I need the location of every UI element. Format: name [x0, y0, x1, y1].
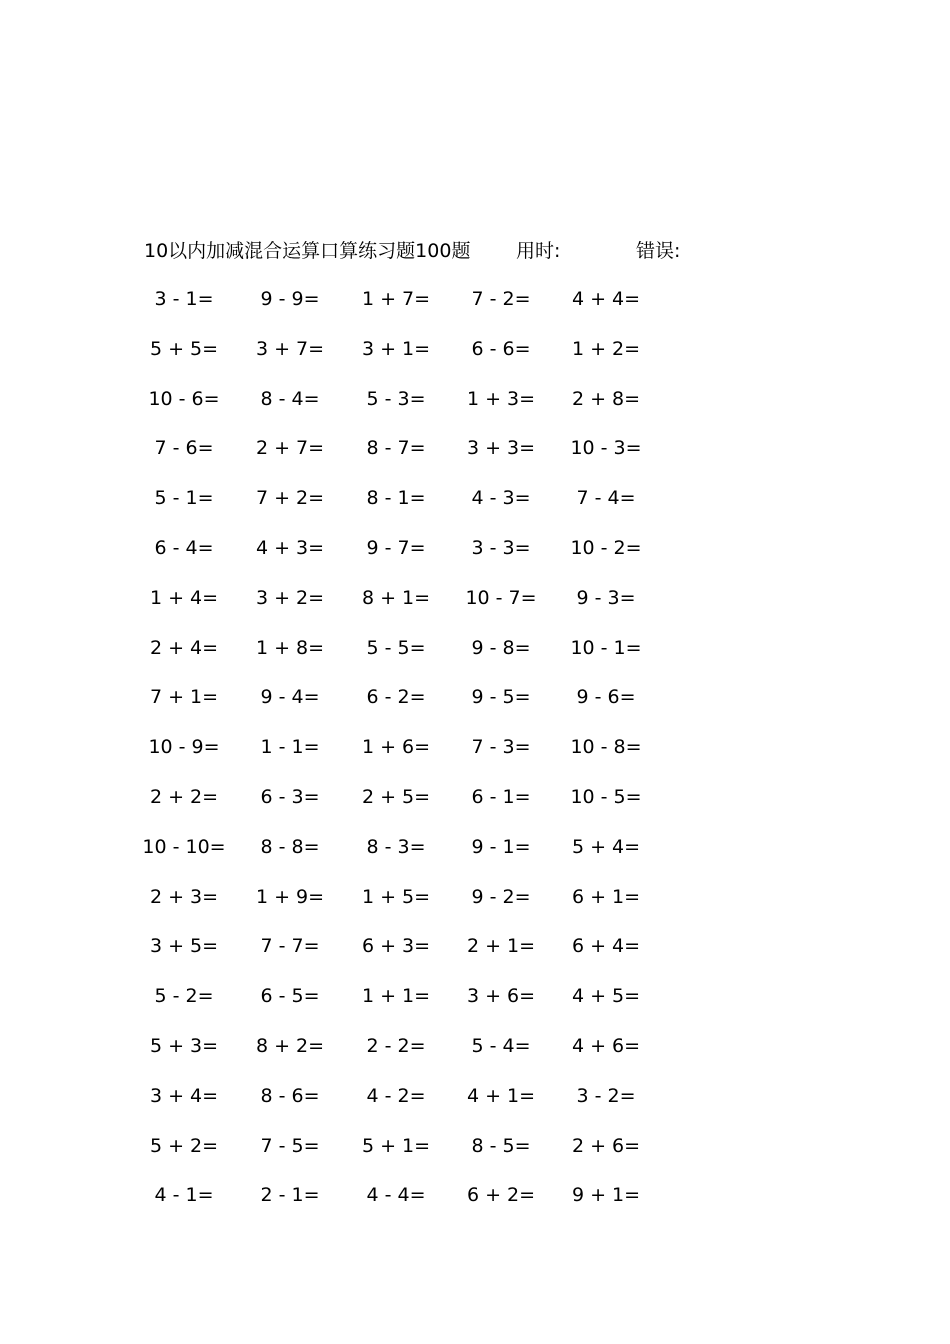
problem-item: 6 + 3= [361, 935, 431, 958]
problem-item: 8 - 7= [366, 437, 426, 460]
problem-item: 5 + 2= [149, 1134, 219, 1157]
problem-item: 6 - 2= [366, 686, 426, 709]
problem-item: 9 - 7= [366, 537, 426, 559]
problem-item: 7 - 6= [154, 437, 214, 460]
problem-item: 3 + 2= [255, 586, 325, 609]
problem-item: 2 + 5= [361, 786, 431, 808]
problem-item: 5 + 1= [361, 1134, 431, 1157]
problem-item: 6 - 3= [260, 786, 320, 808]
problem-item: 6 + 2= [466, 1184, 536, 1207]
problem-item: 4 - 1= [154, 1184, 214, 1207]
problem-item: 1 + 7= [361, 288, 431, 310]
problem-item: 2 - 2= [366, 1035, 426, 1057]
problem-item: 7 + 2= [255, 487, 325, 510]
problem-item: 1 + 5= [361, 885, 431, 908]
problem-item: 9 - 4= [260, 686, 320, 709]
problem-item: 6 - 4= [154, 537, 214, 559]
problem-item: 9 - 5= [471, 686, 531, 709]
problem-item: 1 - 1= [260, 736, 320, 759]
problem-item: 10 - 1= [570, 636, 642, 659]
problem-item: 3 + 6= [466, 985, 536, 1008]
problem-item: 5 + 3= [149, 1035, 219, 1057]
problem-item: 6 - 6= [471, 337, 531, 360]
problem-item: 3 - 3= [471, 537, 531, 559]
problem-item: 1 + 4= [149, 586, 219, 609]
worksheet-title: 10以内加减混合运算口算练习题100题 [144, 240, 471, 262]
problem-item: 8 - 4= [260, 387, 320, 410]
problem-item: 3 + 5= [149, 935, 219, 958]
problem-item: 1 + 1= [361, 985, 431, 1008]
problem-item: 8 - 3= [366, 835, 426, 858]
problem-item: 2 + 4= [149, 636, 219, 659]
problem-item: 10 - 7= [465, 586, 537, 609]
problem-item: 7 - 3= [471, 736, 531, 759]
problem-item: 2 + 7= [255, 437, 325, 460]
problem-item: 3 - 1= [154, 288, 214, 310]
problem-item: 9 + 1= [571, 1184, 641, 1207]
problem-item: 3 + 4= [149, 1084, 219, 1107]
problem-item: 9 - 9= [260, 288, 320, 310]
problem-item: 2 + 8= [571, 387, 641, 410]
problem-item: 10 - 9= [148, 736, 220, 759]
problem-item: 4 + 1= [466, 1084, 536, 1107]
problem-item: 6 + 4= [571, 935, 641, 958]
problem-item: 5 - 3= [366, 387, 426, 410]
problem-item: 1 + 3= [466, 387, 536, 410]
problem-item: 4 - 2= [366, 1084, 426, 1107]
problem-item: 9 - 2= [471, 885, 531, 908]
problem-item: 10 - 3= [570, 437, 642, 460]
problem-item: 8 + 1= [361, 586, 431, 609]
problem-item: 5 - 4= [471, 1035, 531, 1057]
problem-item: 2 + 2= [149, 786, 219, 808]
problem-item: 6 + 1= [571, 885, 641, 908]
problem-item: 4 + 4= [571, 288, 641, 310]
problem-item: 7 - 5= [260, 1134, 320, 1157]
problem-item: 3 - 2= [576, 1084, 636, 1107]
problem-item: 2 + 6= [571, 1134, 641, 1157]
problem-item: 3 + 3= [466, 437, 536, 460]
problem-item: 2 + 3= [149, 885, 219, 908]
problem-item: 1 + 2= [571, 337, 641, 360]
problem-item: 7 - 7= [260, 935, 320, 958]
problem-item: 8 - 6= [260, 1084, 320, 1107]
problem-item: 1 + 6= [361, 736, 431, 759]
problem-item: 5 + 4= [571, 835, 641, 858]
problem-item: 8 - 1= [366, 487, 426, 510]
problem-item: 10 - 8= [570, 736, 642, 759]
problem-item: 10 - 5= [570, 786, 642, 808]
problem-item: 7 + 1= [149, 686, 219, 709]
problem-item: 6 - 1= [471, 786, 531, 808]
problem-item: 4 - 4= [366, 1184, 426, 1207]
problem-item: 3 + 7= [255, 337, 325, 360]
problem-item: 4 - 3= [471, 487, 531, 510]
problem-item: 10 - 10= [142, 835, 226, 858]
problem-item: 5 - 2= [154, 985, 214, 1008]
problem-item: 1 + 8= [255, 636, 325, 659]
error-count-label: 错误: [636, 240, 681, 262]
problem-item: 9 - 1= [471, 835, 531, 858]
problem-item: 5 + 5= [149, 337, 219, 360]
problem-item: 8 - 5= [471, 1134, 531, 1157]
problem-item: 4 + 3= [255, 537, 325, 559]
problem-item: 4 + 5= [571, 985, 641, 1008]
problem-item: 7 - 4= [576, 487, 636, 510]
problem-item: 3 + 1= [361, 337, 431, 360]
problem-item: 6 - 5= [260, 985, 320, 1008]
problem-item: 8 - 8= [260, 835, 320, 858]
problem-item: 2 - 1= [260, 1184, 320, 1207]
problem-item: 2 + 1= [466, 935, 536, 958]
problem-item: 10 - 2= [570, 537, 642, 559]
problem-item: 10 - 6= [148, 387, 220, 410]
time-used-label: 用时: [516, 240, 561, 262]
problem-item: 9 - 3= [576, 586, 636, 609]
problem-item: 8 + 2= [255, 1035, 325, 1057]
problem-item: 7 - 2= [471, 288, 531, 310]
problem-item: 9 - 6= [576, 686, 636, 709]
problem-item: 5 - 1= [154, 487, 214, 510]
problem-item: 9 - 8= [471, 636, 531, 659]
problem-item: 4 + 6= [571, 1035, 641, 1057]
problem-item: 5 - 5= [366, 636, 426, 659]
problem-item: 1 + 9= [255, 885, 325, 908]
